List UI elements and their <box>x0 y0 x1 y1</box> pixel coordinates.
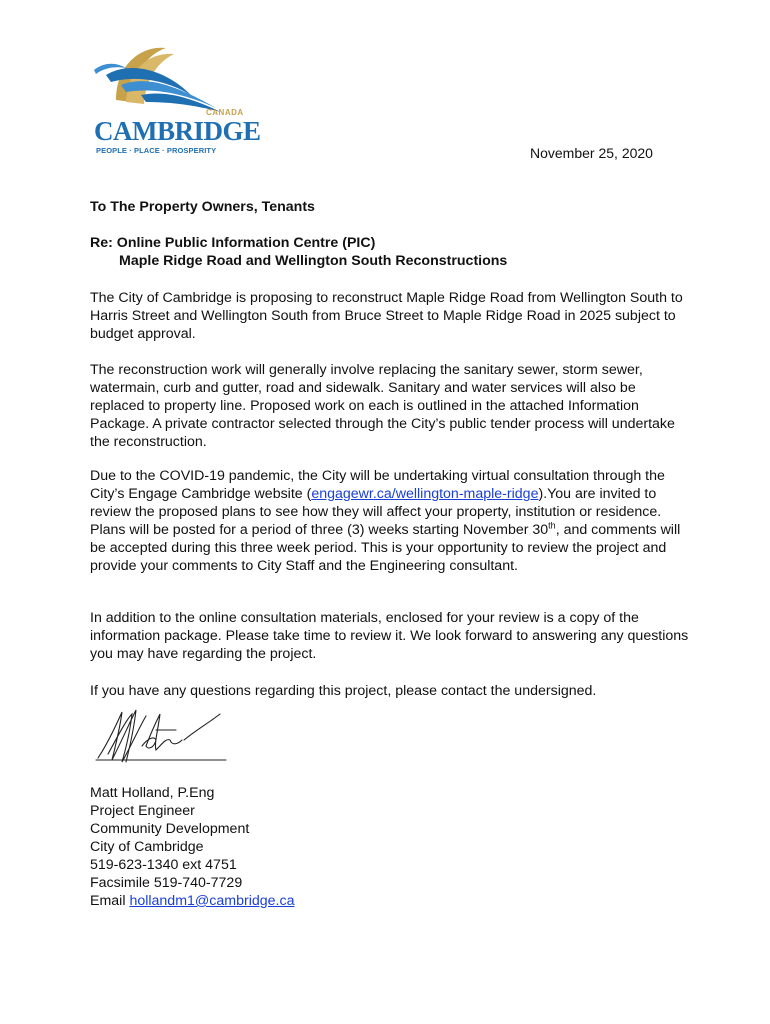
subject-line-1: Re: Online Public Information Centre (PIC) <box>90 235 376 251</box>
paragraph-3-end: , and comments will be accepted during this three week period. This is your opportunity to review the project and provide your comments to City Staff and the Engineering consultant. <box>90 522 681 574</box>
salutation: To The Property Owners, Tenants <box>90 199 315 215</box>
paragraph-1: The City of Cambridge is proposing to reconstruct Maple Ridge Road from Wellington South to Harris Street and Wellington South from Bruce Street to Maple Ridge Road in 2025 subject to budget approval. <box>90 290 683 342</box>
paragraph-5: If you have any questions regarding this project, please contact the undersigned. <box>90 683 597 699</box>
handwritten-signature <box>92 700 242 776</box>
logo-name: CAMBRIDGE <box>94 116 261 146</box>
paragraph-3 <box>90 467 690 575</box>
signature-block <box>90 784 294 910</box>
signer-email-row <box>90 892 294 910</box>
email-label: Email <box>90 893 126 909</box>
paragraph-3-intro: Due to the COVID-19 pandemic, the City will be undertaking virtual consultation through the City’s Engage Cambridge website ( <box>90 468 665 502</box>
ordinal-suffix: th <box>548 520 556 531</box>
subject-line-2: Maple Ridge Road and Wellington South Reconstructions <box>119 253 508 269</box>
signer-department: Community Development <box>90 821 250 837</box>
signer-title: Project Engineer <box>90 803 195 819</box>
signer-fax: Facsimile 519-740-7729 <box>90 875 243 891</box>
paragraph-4: In addition to the online consultation materials, enclosed for your review is a copy of the information package. Please take time to review it. We look forward to answering any questions you may have regarding the project. <box>90 610 689 662</box>
paragraph-3-middle: ).You are invited to review the proposed plans to see how they will affect your property, institution or residence. Plans will be posted for a period of three (3) weeks starting November 30 <box>90 486 662 538</box>
signer-name: Matt Holland, P.Eng <box>90 785 215 801</box>
signer-phone: 519-623-1340 ext 4751 <box>90 857 237 873</box>
letter-date: November 25, 2020 <box>530 145 653 161</box>
email-link[interactable]: hollandm1@cambridge.ca <box>129 893 295 909</box>
engage-website-link[interactable]: engagewr.ca/wellington-maple-ridge <box>311 486 539 502</box>
logo-tagline: PEOPLE · PLACE · PROSPERITY <box>96 146 217 155</box>
signer-organization: City of Cambridge <box>90 839 204 855</box>
cambridge-logo <box>86 40 261 160</box>
paragraph-2: The reconstruction work will generally involve replacing the sanitary sewer, storm sewer, watermain, curb and gutter, road and sidewalk. Sanitary and water services will also be replaced to property line. Proposed work on each is outlined in the attached Information Package. A private contractor selected through the City’s public tender process will undertake the reconstruction. <box>90 362 675 450</box>
logo-country: CANADA <box>206 108 244 117</box>
